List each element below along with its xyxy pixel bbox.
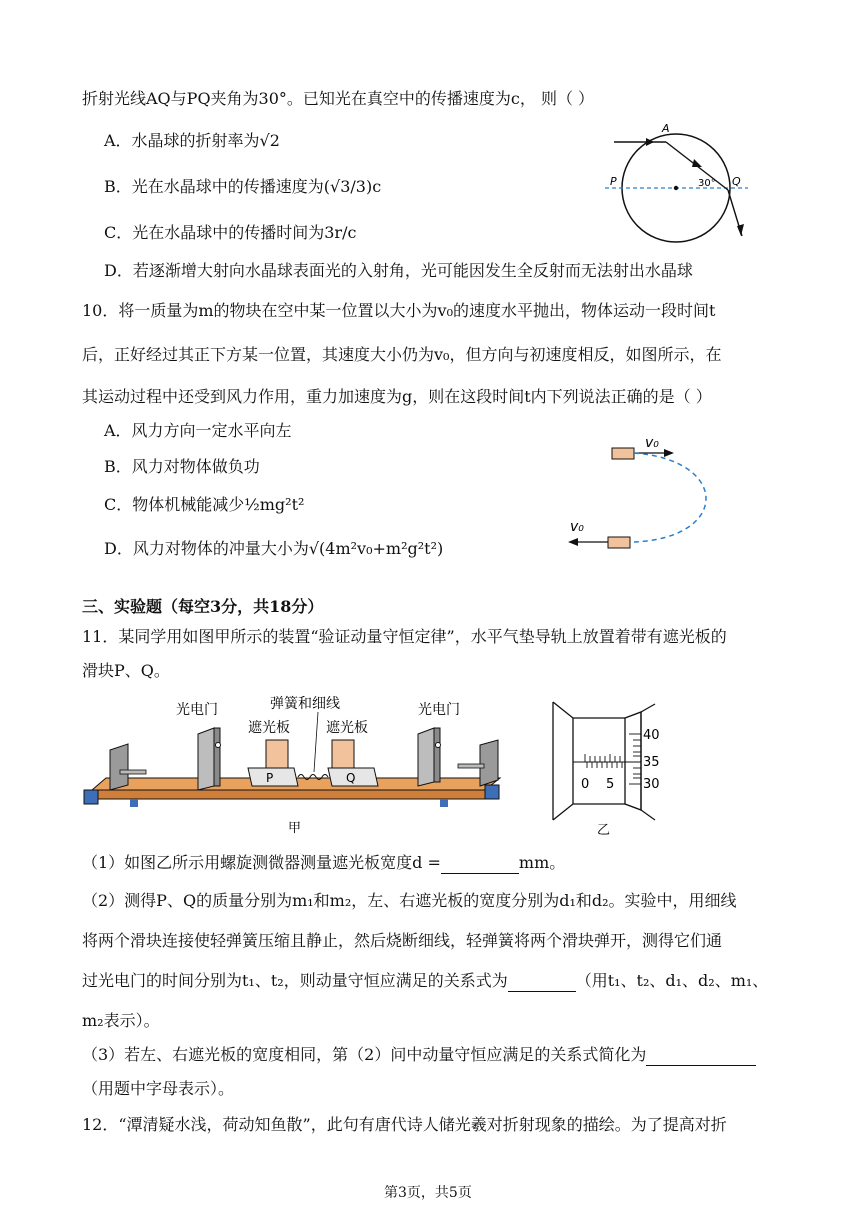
answer-blank-1[interactable] xyxy=(441,855,519,874)
block-p-label: P xyxy=(266,771,274,785)
main-scale-label-5: 5 xyxy=(606,777,615,792)
q10-line1: 10．将一质量为m的物块在空中某一位置以大小为v₀的速度水平抛出，物体运动一段时间t xyxy=(82,301,716,320)
q10-option-c: C．物体机械能减少½mg²t² xyxy=(104,495,305,514)
photogate-left-sensor xyxy=(216,743,221,748)
q11-part1-text: （1）如图乙所示用螺旋测微器测量遮光板宽度d = xyxy=(82,853,441,872)
q11-part2-line4: m₂表示）。 xyxy=(82,1011,160,1030)
q9-option-d: D．若逐渐增大射向水晶球表面光的入射角，光可能因发生全反射而无法射出水晶球 xyxy=(104,261,693,280)
main-scale-ticks xyxy=(585,754,622,768)
spring-pointer xyxy=(314,712,318,772)
thimble-label-30: 30 xyxy=(643,777,660,792)
end-stand-right xyxy=(480,740,498,786)
thimble-label-40: 40 xyxy=(643,728,660,743)
thimble-bottom xyxy=(641,810,655,820)
q11-part3-line1 xyxy=(82,1044,756,1066)
photogate-right-label: 光电门 xyxy=(418,702,460,718)
shade-plate-p xyxy=(266,740,288,768)
thimble xyxy=(625,712,641,810)
block-bottom xyxy=(608,537,630,548)
shade-right-label: 遮光板 xyxy=(326,720,368,736)
answer-blank-3[interactable] xyxy=(646,1047,756,1066)
q11-part3-line2: （用题中字母表示）。 xyxy=(82,1079,235,1098)
block-top xyxy=(612,448,634,459)
end-clip-left xyxy=(120,770,146,774)
thimble-label-35: 35 xyxy=(643,755,660,770)
photogate-left xyxy=(198,728,214,790)
refracted-arrow xyxy=(692,159,702,167)
q9-option-c: C．光在水晶球中的传播时间为3r/c xyxy=(104,223,357,242)
air-track-front xyxy=(92,790,485,799)
label-q: Q xyxy=(732,175,741,188)
q10-trajectory-figure xyxy=(560,430,730,555)
q11-part1-unit: mm。 xyxy=(518,853,566,872)
q11-part2-line3 xyxy=(82,970,768,992)
q11-part2-line3b: （用t₁、t₂、d₁、d₂、m₁、 xyxy=(575,971,769,990)
emergent-arrow xyxy=(737,224,744,236)
q12-line1: 12．“潭清疑水浅，荷动知鱼散”，此句有唐代诗人储光羲对折射现象的描绘。为了提高对折 xyxy=(82,1115,727,1134)
caption-jia: 甲 xyxy=(288,821,302,836)
frame-top xyxy=(553,702,625,718)
q9-option-a: A．水晶球的折射率为√2 xyxy=(104,131,280,150)
q10-option-d: D．风力对物体的冲量大小为√(4m²v₀+m²g²t²) xyxy=(104,539,444,558)
q9-stem: 折射光线AQ与PQ夹角为30°。已知光在真空中的传播速度为c， 则（ ） xyxy=(82,89,595,108)
block-q-label: Q xyxy=(346,771,356,785)
q11-part2-line1: （2）测得P、Q的质量分别为m₁和m₂，左、右遮光板的宽度分别为d₁和d₂。实验中，用细线 xyxy=(82,891,737,910)
v0-top-arrowhead xyxy=(664,449,674,457)
track-foot-right xyxy=(440,799,448,807)
photogate-right-sensor xyxy=(436,743,441,748)
photogate-right-side xyxy=(434,728,440,782)
q10-line2: 后，正好经过其正下方某一位置，其速度大小仍为v₀，但方向与初速度相反，如图所示，在 xyxy=(82,345,722,364)
page-number: 第3页，共5页 xyxy=(384,1185,472,1201)
v0-bottom-label: v₀ xyxy=(570,519,584,535)
q10-option-b: B．风力对物体做负功 xyxy=(104,457,260,476)
section-3-title: 三、实验题（每空3分，共18分） xyxy=(82,597,324,616)
photogate-right xyxy=(418,728,434,786)
trajectory-curve xyxy=(634,453,706,542)
shade-plate-q xyxy=(332,740,354,768)
q10-option-a: A．风力方向一定水平向左 xyxy=(104,421,292,440)
main-scale-label-0: 0 xyxy=(581,777,590,792)
q9-crystal-ball-figure xyxy=(600,118,760,248)
q11-part2-line2: 将两个滑块连接使轻弹簧压缩且静止，然后烧断细线，轻弹簧将两个滑块弹开，测得它们通 xyxy=(82,931,723,950)
q11-part1 xyxy=(82,852,565,874)
end-clip-right xyxy=(458,764,484,768)
q11-part2-line3a: 过光电门的时间分别为t₁、t₂，则动量守恒应满足的关系式为 xyxy=(82,971,508,990)
answer-blank-2[interactable] xyxy=(508,973,576,992)
thimble-top xyxy=(641,704,655,712)
caption-yi: 乙 xyxy=(597,823,611,838)
photogate-left-label: 光电门 xyxy=(176,702,218,718)
track-end-left xyxy=(84,790,98,804)
q10-line3: 其运动过程中还受到风力作用，重力加速度为g，则在这段时间t内下列说法正确的是（ ） xyxy=(82,387,712,406)
v0-bottom-arrowhead xyxy=(568,538,578,546)
center-dot xyxy=(674,186,678,190)
q9-option-b: B．光在水晶球中的传播速度为(√3/3)c xyxy=(104,177,382,196)
label-angle: 30° xyxy=(698,178,716,189)
q11-line2: 滑块P、Q。 xyxy=(82,661,170,680)
frame-bottom xyxy=(553,804,625,820)
photogate-left-side xyxy=(214,728,220,786)
q11-part3-text: （3）若左、右遮光板的宽度相同，第（2）问中动量守恒应满足的关系式简化为 xyxy=(82,1045,647,1064)
v0-top-label: v₀ xyxy=(645,435,659,451)
spring-label: 弹簧和细线 xyxy=(270,696,340,712)
shade-left-label: 遮光板 xyxy=(248,720,290,736)
q11-line1: 11．某同学用如图甲所示的装置“验证动量守恒定律”，水平气垫导轨上放置着带有遮光板的 xyxy=(82,627,727,646)
end-stand-left xyxy=(110,744,128,790)
track-end-right xyxy=(485,785,499,799)
track-foot-left xyxy=(130,799,138,807)
micrometer-figure-yi xyxy=(545,690,685,840)
label-p: P xyxy=(610,175,617,188)
apparatus-figure-jia xyxy=(80,690,525,840)
label-a: A xyxy=(662,122,670,135)
